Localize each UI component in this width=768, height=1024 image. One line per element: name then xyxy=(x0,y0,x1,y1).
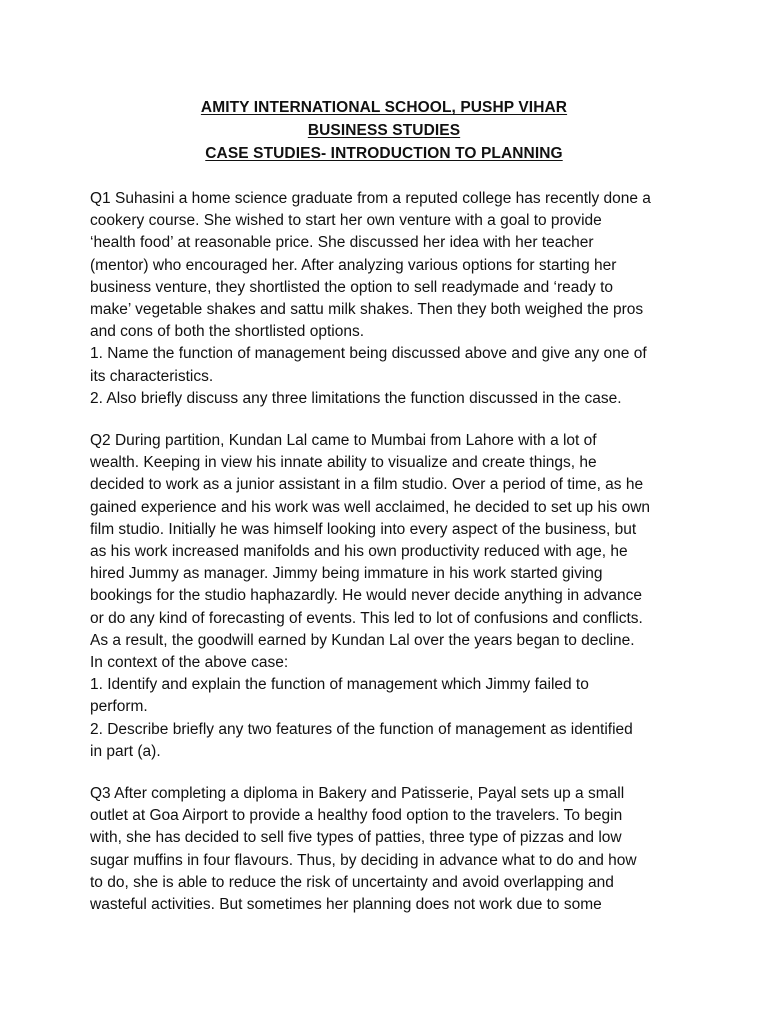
text-line: its characteristics. xyxy=(90,367,214,385)
text-line: film studio. Initially he was himself looking into every aspect of the business, but xyxy=(90,520,637,538)
text-line: wealth. Keeping in view his innate ability to visualize and create things, he xyxy=(90,454,597,472)
question-2 xyxy=(90,430,690,763)
text-line: 1. Identify and explain the function of management which Jimmy failed to xyxy=(90,676,589,694)
topic-title: CASE STUDIES- INTRODUCTION TO PLANNING xyxy=(205,145,563,162)
school-name: AMITY INTERNATIONAL SCHOOL, PUSHP VIHAR xyxy=(200,99,568,116)
text-line: Q2 During partition, Kundan Lal came to Mumbai from Lahore with a lot of xyxy=(90,432,597,450)
text-line: bookings for the studio haphazardly. He would never decide anything in advance xyxy=(90,587,643,605)
text-line: wasteful activities. But sometimes her planning does not work due to some xyxy=(90,896,602,914)
paragraph-spacer xyxy=(90,763,690,783)
text-line: in part (a). xyxy=(90,742,161,760)
text-line: decided to work as a junior assistant in a film studio. Over a period of time, as he xyxy=(90,476,644,494)
text-line: 2. Describe briefly any two features of the function of management as identified xyxy=(90,720,633,738)
text-line: In context of the above case: xyxy=(90,654,289,672)
text-line: perform. xyxy=(90,698,148,716)
document-body xyxy=(90,188,690,916)
text-line: or do any kind of forecasting of events. This led to lot of confusions and conflicts. xyxy=(90,609,643,627)
text-line: hired Jummy as manager. Jimmy being immature in his work started giving xyxy=(90,565,603,583)
text-line: Q3 After completing a diploma in Bakery and Patisserie, Payal sets up a small xyxy=(90,785,625,803)
paragraph-spacer xyxy=(90,410,690,430)
text-line: business venture, they shortlisted the option to sell readymade and ‘ready to xyxy=(90,278,614,296)
text-line: cookery course. She wished to start her own venture with a goal to provide xyxy=(90,212,602,230)
subject-title: BUSINESS STUDIES xyxy=(307,122,461,139)
text-line: 1. Name the function of management being discussed above and give any one of xyxy=(90,345,647,363)
text-line: and cons of both the shortlisted options. xyxy=(90,323,365,341)
text-line: with, she has decided to sell five types of patties, three type of pizzas and low xyxy=(90,829,622,847)
text-line: make’ vegetable shakes and sattu milk shakes. Then they both weighed the pros xyxy=(90,301,644,319)
text-line: gained experience and his work was well acclaimed, he decided to set up his own xyxy=(90,498,651,516)
document-header xyxy=(0,96,768,165)
question-1 xyxy=(90,188,690,410)
text-line: outlet at Goa Airport to provide a healthy food option to the travelers. To begin xyxy=(90,807,623,825)
text-line: to do, she is able to reduce the risk of uncertainty and avoid overlapping and xyxy=(90,873,614,891)
text-line: sugar muffins in four flavours. Thus, by deciding in advance what to do and how xyxy=(90,851,637,869)
text-line: As a result, the goodwill earned by Kundan Lal over the years began to decline. xyxy=(90,631,635,649)
text-line: (mentor) who encouraged her. After analyzing various options for starting her xyxy=(90,256,617,274)
text-line: ‘health food’ at reasonable price. She discussed her idea with her teacher xyxy=(90,234,594,252)
text-line: Q1 Suhasini a home science graduate from a reputed college has recently done a xyxy=(90,190,651,207)
text-line: 2. Also briefly discuss any three limitations the function discussed in the case. xyxy=(90,389,622,407)
text-line: as his work increased manifolds and his own productivity reduced with age, he xyxy=(90,543,628,561)
question-3 xyxy=(90,783,690,916)
